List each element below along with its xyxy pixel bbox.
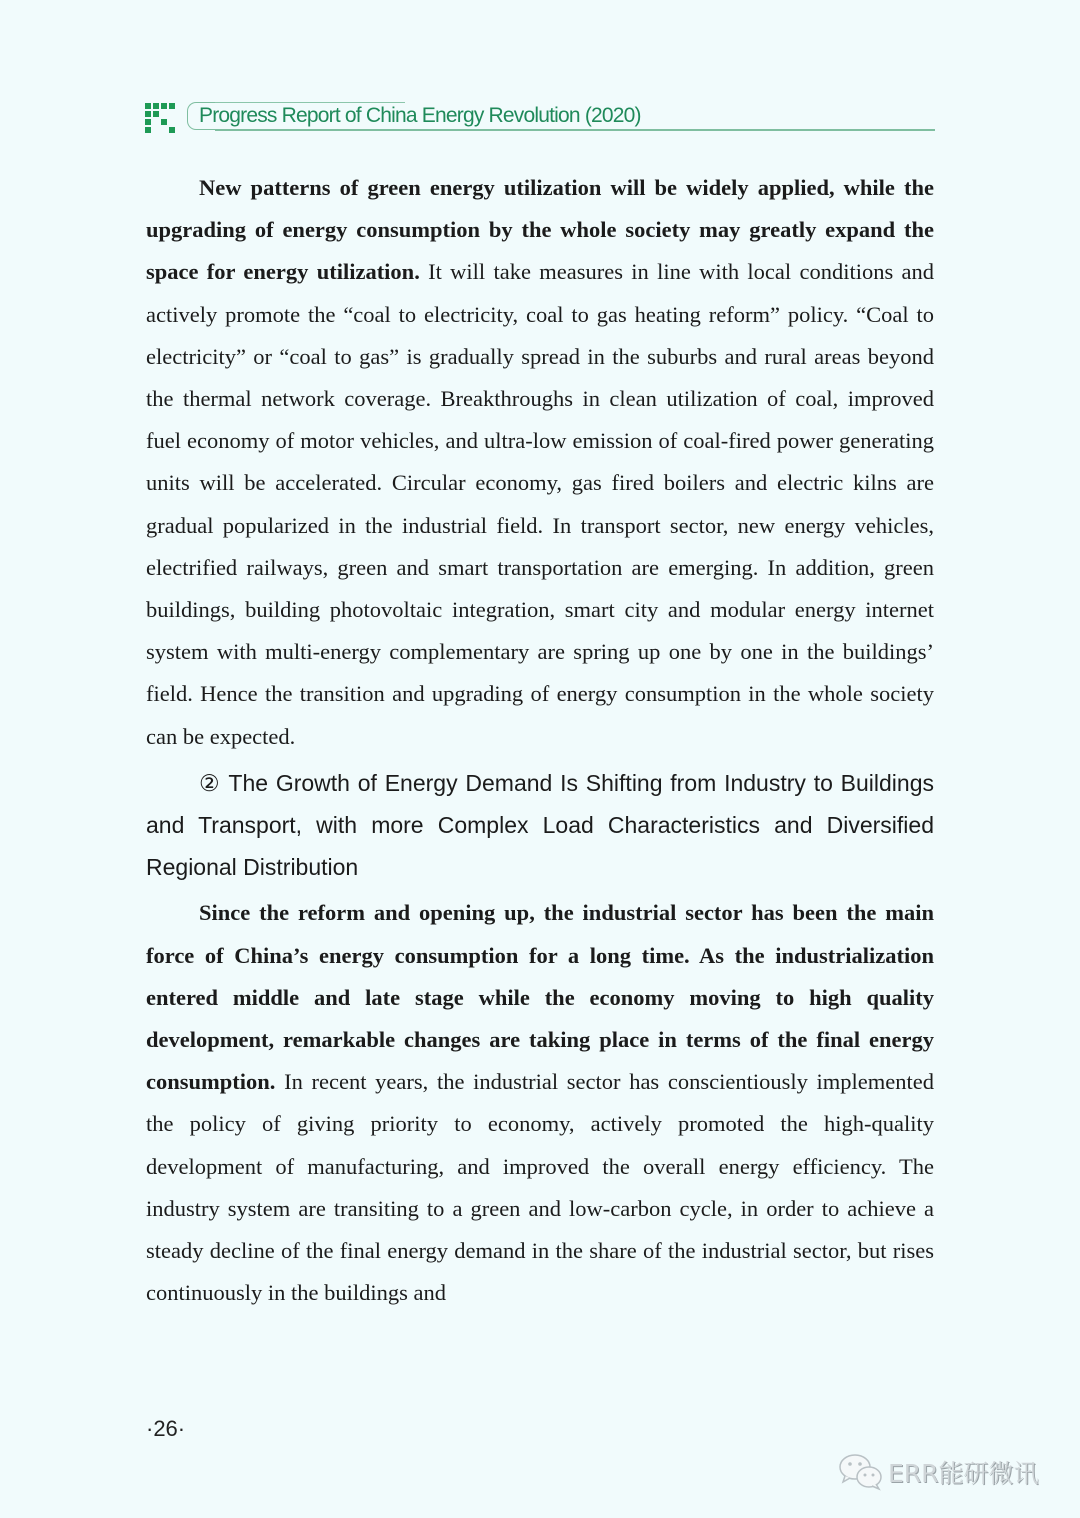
report-logo-icon: [145, 103, 177, 133]
paragraph-lead-bold: Since the reform and opening up, the industrial sector has been the main force of China’s energy consumption for a long time. As the industrialization entered middle and late stage while the economy moving to high quality development, remarkable changes are taking place in terms of the final energy consumption.: [146, 900, 934, 1095]
header-top-rule: [215, 102, 405, 103]
paragraph-body: In recent years, the industrial sector has conscientiously implemented the policy of giving priority to economy, actively promoted the high-quality development of manufacturing, and improved the overall energy efficiency. The industry system are transiting to a green and low-carbon cycle, in order to achieve a steady decline of the final energy demand in the share of the industrial sector, but rises continuously in the buildings and: [146, 1069, 934, 1306]
paragraph-body: It will take measures in line with local conditions and actively promote the “coal to electricity, coal to gas heating reform” policy. “Coal to electricity” or “coal to gas” is gradually spread in the suburbs and rural areas beyond the thermal network coverage. Breakthroughs in clean utilization of coal, improved fuel economy of motor vehicles, and ultra-low emission of coal-fired power generating units will be accelerated. Circular economy, gas fired boilers and electric kilns are gradual popularized in the industrial field. In transport sector, new energy vehicles, electrified railways, green and smart transportation are emerging. In addition, green buildings, building photovoltaic integration, smart city and modular energy internet system with multi-energy complementary are spring up one by one in the buildings’ field. Hence the transition and upgrading of energy consumption in the whole society can be expected.: [146, 259, 934, 749]
header-bottom-rule: [215, 129, 935, 131]
section-heading: [146, 762, 934, 889]
section-heading-text: The Growth of Energy Demand Is Shifting from Industry to Buildings and Transport, with more Complex Load Characteristics and Diversified Regional Distribution: [146, 769, 934, 881]
running-header: [143, 100, 935, 136]
header-title-frame: [187, 102, 935, 130]
page-body: [146, 167, 934, 1314]
watermark-text: ERR能研微讯: [888, 1459, 1039, 1488]
watermark: [838, 1450, 1058, 1494]
page-number: ·26·: [146, 1416, 186, 1441]
paragraph-industrial-sector: [146, 892, 934, 1314]
paragraph-lead-bold: New patterns of green energy utilization will be widely applied, while the upgrading of energy consumption by the whole society may greatly expand the space for energy utilization.: [146, 175, 934, 285]
section-number: ②: [199, 769, 222, 796]
report-title: Progress Report of China Energy Revolution (2020): [199, 104, 641, 127]
paragraph-green-energy: [146, 167, 934, 758]
wechat-icon: [838, 1452, 884, 1492]
